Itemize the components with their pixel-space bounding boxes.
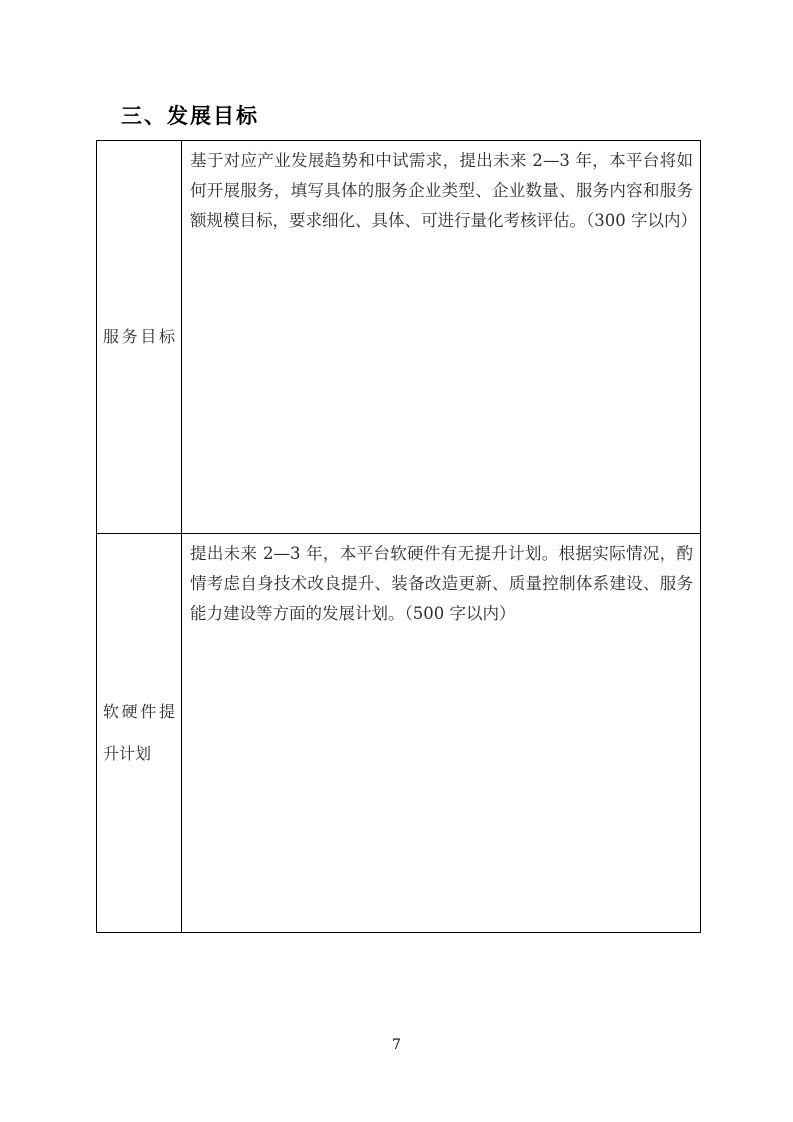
service-goals-description: 基于对应产业发展趋势和中试需求，提出未来 2—3 年，本平台将如何开展服务，填写具体的服务企业类型、企业数量、服务内容和服务额规模目标，要求细化、具体、可进行量化考核评估。（300 字以内） <box>190 151 697 230</box>
row-label-cell-service-goals <box>97 141 182 533</box>
page-number: 7 <box>392 1037 401 1053</box>
cell-hardware-software-plan <box>182 534 700 932</box>
table-row-hardware-software-plan <box>97 533 700 932</box>
row-label-cell-hardware-software-plan <box>97 534 182 932</box>
development-goals-table <box>96 140 701 933</box>
row-label-hardware-software-plan: 软硬件提升计划 <box>103 702 175 763</box>
hardware-software-plan-description: 提出未来 2—3 年，本平台软硬件有无提升计划。根据实际情况，酌情考虑自身技术改良提升、装备改造更新、质量控制体系建设、服务能力建设等方面的发展计划。（500 字以内） <box>190 544 693 623</box>
row-label-service-goals: 服务目标 <box>103 327 175 346</box>
table-row-service-goals <box>97 141 700 533</box>
cell-service-goals <box>182 141 700 533</box>
section-heading: 三、发展目标 <box>121 105 259 128</box>
